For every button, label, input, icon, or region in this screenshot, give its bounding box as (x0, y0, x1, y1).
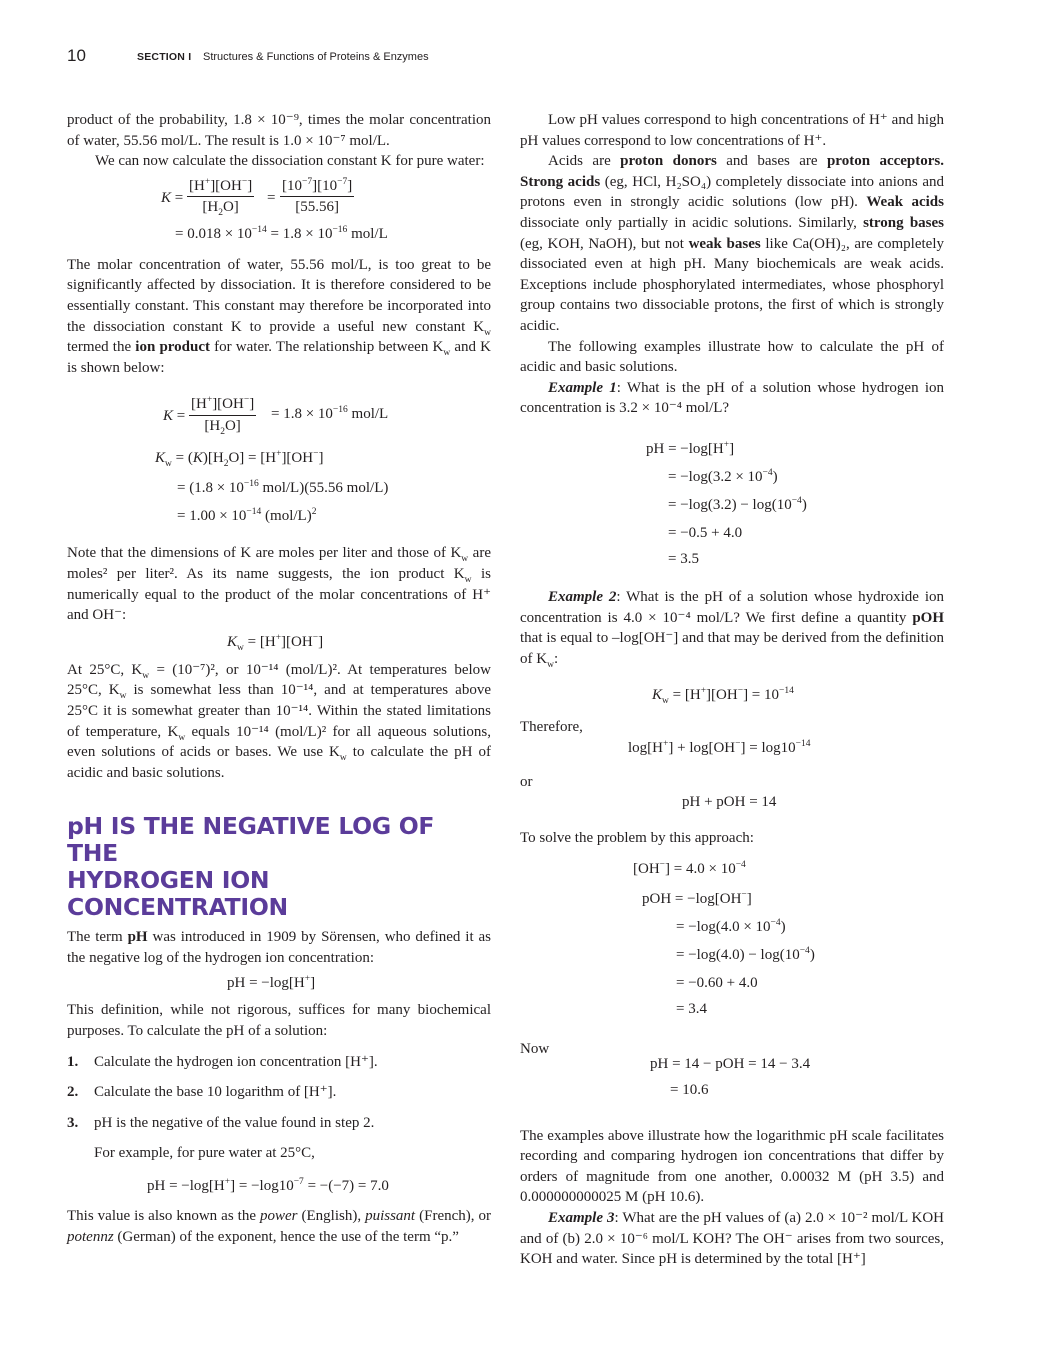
list-item: 3. pH is the negative of the value found in step 2. (67, 1114, 375, 1131)
paragraph: The following examples illustrate how to calculate the pH of acidic and basic solutions. (520, 338, 944, 376)
equation-example-1: pH = −log[H+] = $-\log(3.2 \times 10^{-4})$ = $-\log(3.2) - \log(10^{-4})$ = −0.5 + 4.0 = 3.5 (646, 439, 807, 567)
paragraph: Now (520, 1041, 550, 1058)
equation-log-sum: $\log[H^+] + \log[OH^-] = \log 10^{-14}$ (628, 738, 811, 756)
equation-kw: $K_w = [H^+][OH^-]$ (227, 632, 324, 653)
equation-example-2: $[OH^-] = 4.0 \times 10^{-4}$ pOH = −log[OH−] = $-\log(4.0 \times 10^{-4})$ = $-\log(4.0) - \log(10^{-4})$ = −0.60 + 4.0 = 3.4 (633, 860, 815, 1018)
list-item: 2. Calculate the base 10 logarithm of [H⁺]. (67, 1084, 337, 1101)
paragraph: Example 3: What are the pH values of (a) 2.0 × 10⁻² mol/L KOH and of (b) 2.0 × 10⁻⁶ mol/L KOH? The OH⁻ arises from two sources, KOH and water. Since pH is determined by the total [H⁺] (520, 1210, 945, 1268)
paragraph: The molar concentration of water, 55.56 mol/L, is too great to be significantly affected by dissociation. It is therefore considered to be essentially constant. This constant may therefore be incorporated into the dissociation constant K to provide a useful new constant $K_w$ termed the ion product for water. The relationship between $K_w$ and K is shown below: (67, 256, 491, 376)
paragraph: Note that the dimensions of K are moles per liter and those of $K_w$ are moles² per liter². As its name suggests, the ion product $K_w$ is numerically equal to the product of the molar concentrations of H⁺ and OH⁻: (67, 545, 491, 624)
section-heading: pH IS THE NEGATIVE LOG OF THE HYDROGEN ION CONCENTRATION (67, 812, 435, 922)
steps-list (67, 1052, 491, 1134)
page-number: 10 (67, 46, 86, 65)
paragraph: This value is also known as the power (English), puissant (French), or potennz (German) of the exponent, hence the use of the term “p.” (67, 1208, 492, 1245)
paragraph: To solve the problem by this approach: (520, 830, 754, 847)
paragraph: Example 2: What is the pH of a solution whose hydroxide ion concentration is 4.0 × 10⁻⁴ mol/L? We first define a quantity pOH that is equal to –log[OH⁻] and that may be derived from the definition of $K_w$: (520, 588, 944, 670)
paragraph: At 25°C, $K_w = (10^{-7})^2$, or 10⁻¹⁴ (mol/L)². At temperatures below 25°C, $K_w$ is somewhat less than 10⁻¹⁴, and at temperatures above 25°C it is somewhat greater than 10⁻¹⁴. Within the stated limitations of temperature, $K_w$ equals 10⁻¹⁴ (mol/L)² for all aqueous solutions, even solutions of acids or bases. We use $K_w$ to calculate the pH of acidic and basic solutions. (67, 661, 491, 781)
paragraph: or (520, 773, 533, 790)
section-title: Structures & Functions of Proteins & Enzymes (203, 51, 429, 63)
right-column (520, 110, 944, 1270)
equation-ph-definition: pH = −log[H+] (227, 974, 316, 992)
equation-kw-value: $K_w = [H^+][OH^-] = 10^{-14}$ (652, 686, 794, 707)
left-column (67, 110, 491, 1247)
paragraph: The examples above illustrate how the logarithmic pH scale facilitates recording and comparing hydrogen ion concentrations that differ by orders of magnitude from one another, 0.00032 M (pH 3.5) and 0.000000000025 M (pH 10.6). (520, 1127, 944, 1206)
paragraph: This definition, while not rigorous, suffices for many biochemical purposes. To calculate the pH of a solution: (67, 1002, 491, 1040)
equation-ion-product: K = $\frac{[H^+][OH^-]}{[H_2O]}$ = $1.8 \times 10^{-16}$ mol/L $K_w = (K)[H_2O] = [H^+][OH^-]$ = ($1.8 \times 10^{-16}$ mol/L)(55.56 mol/L) = $1.00 \times 10^{-14}$ $(mol/L)^2$ (155, 395, 389, 525)
paragraph: The term pH was introduced in 1909 by Sörensen, who defined it as the negative log of the hydrogen ion concentration: (67, 929, 491, 966)
equation-ph-result: pH = 14 − pOH = 14 − 3.4 = 10.6 (650, 1055, 811, 1098)
paragraph: Therefore, (520, 719, 583, 736)
paragraph: product of the probability, 1.8 × 10⁻⁹, times the molar concentration of water, 55.56 mol/L. The result is 1.0 × 10⁻⁷ mol/L. (67, 112, 491, 149)
equation-dissociation-constant: K = $\frac{[H^+][OH^-]}{[H_2O]}$ = $\frac{[10^{-7}][10^{-7}]}{[55.56]}$ = $0.018 \times 10^{-14} = 1.8 \times 10^{-16}$ mol/L (161, 176, 388, 242)
paragraph: Low pH values correspond to high concentrations of H⁺ and high pH values correspond to low concentrations of H⁺. (520, 112, 944, 149)
list-item: 1. Calculate the hydrogen ion concentration [H⁺]. (67, 1053, 378, 1070)
equation-pure-water-ph: pH = $-\log[H^+] = -\log 10^{-7} = -(-7) = 7.0$ (147, 1177, 389, 1195)
paragraph: Example 1: What is the pH of a solution whose hydrogen ion concentration is 3.2 × 10⁻⁴ mol/L? (520, 379, 945, 417)
section-label: SECTION I (137, 51, 192, 63)
paragraph: We can now calculate the dissociation constant K for pure water: (95, 153, 485, 170)
paragraph: For example, for pure water at 25°C, (94, 1145, 315, 1162)
paragraph: Acids are proton donors and bases are proton acceptors. Strong acids (eg, HCl, H₂SO₄) completely dissociate into anions and protons even in strongly acidic solutions (low pH). Weak acids dissociate only partially in acidic solutions. Similarly, strong bases (eg, KOH, NaOH), but not weak bases like Ca(OH)₂, are completely dissociated even at high pH. Many biochemicals are weak acids. Exceptions include phosphorylated intermediates, whose phosphoryl group contains two dissociable protons, the first of which is strongly acidic. (520, 153, 945, 334)
page-header (67, 46, 967, 70)
equation-ph-poh: pH + pOH = 14 (682, 794, 777, 811)
